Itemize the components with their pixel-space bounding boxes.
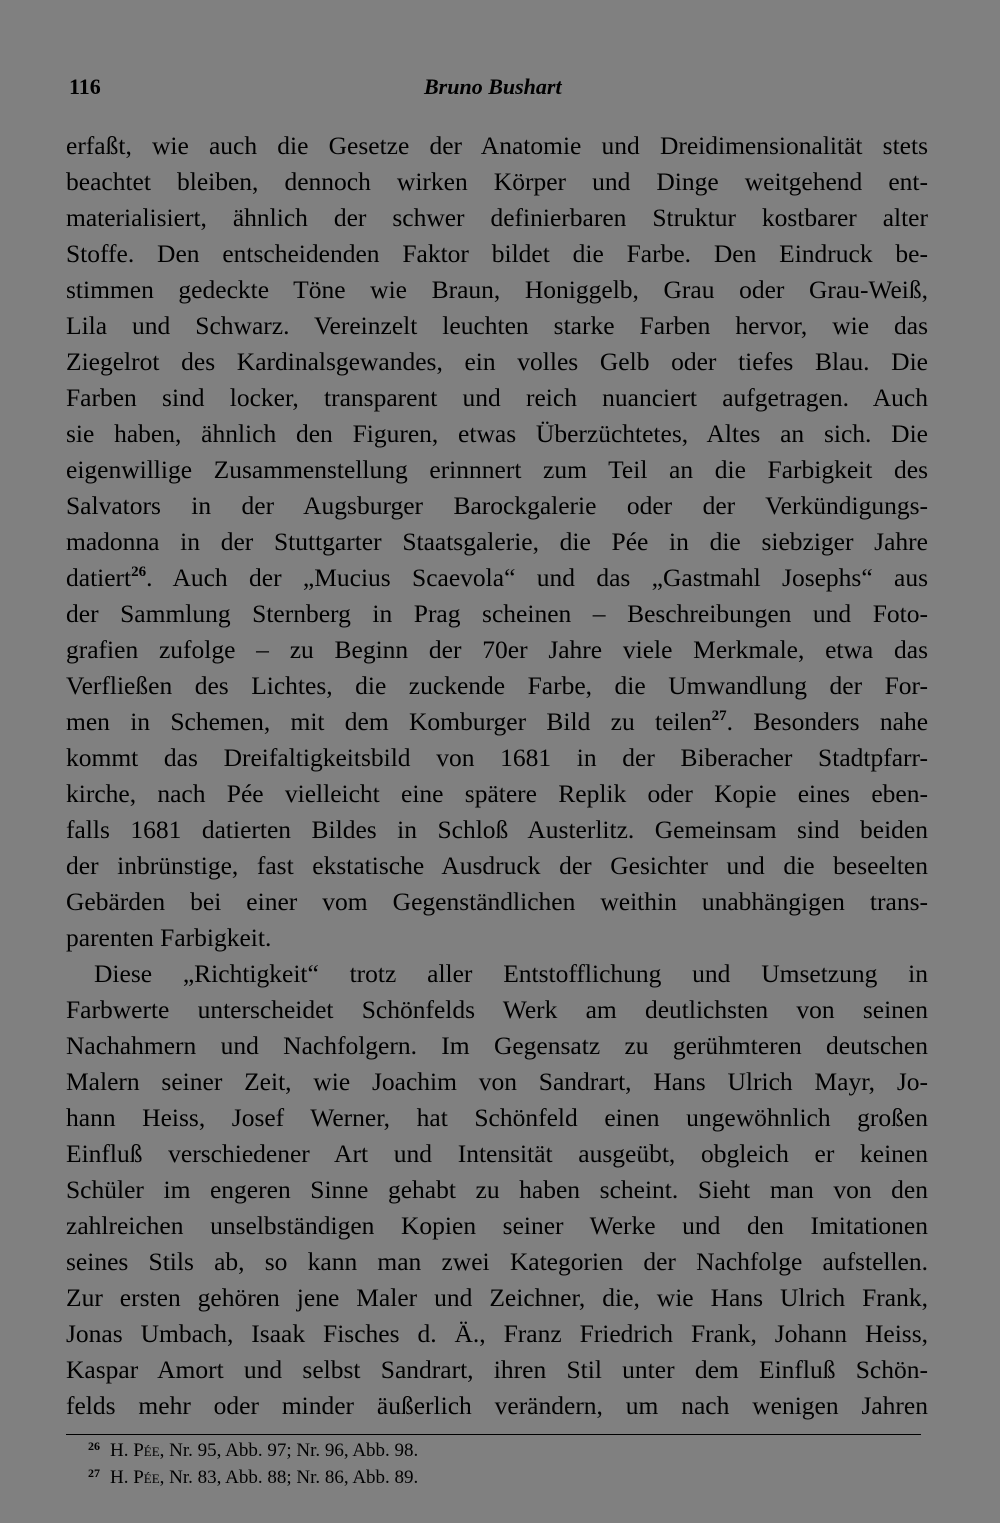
- text-segment: datiert: [66, 563, 132, 592]
- text-segment: Diese „Richtigkeit“ trotz aller Entstofflichung und Umsetzung in: [94, 959, 928, 988]
- text-line: [66, 236, 928, 272]
- text-line: [66, 1064, 928, 1100]
- text-line: [66, 272, 928, 308]
- text-segment: falls 1681 datierten Bildes in Schloß Austerlitz. Gemeinsam sind beiden: [66, 815, 928, 844]
- footnote-author: H. Pée: [110, 1440, 160, 1461]
- text-line: [66, 1100, 928, 1136]
- text-line: [66, 1244, 928, 1280]
- running-head: Bruno Bushart: [424, 74, 562, 99]
- text-line: [66, 308, 928, 344]
- text-line: [66, 524, 928, 560]
- text-line: [66, 776, 928, 812]
- text-line: [66, 1136, 928, 1172]
- text-line: [66, 920, 928, 956]
- text-line: [66, 632, 928, 668]
- text-segment: beachtet bleiben, dennoch wirken Körper und Dinge weitgehend ent-: [66, 167, 928, 196]
- text-line: [66, 740, 928, 776]
- text-segment: materialisiert, ähnlich der schwer definierbaren Struktur kostbarer alter: [66, 203, 928, 232]
- text-segment: madonna in der Stuttgarter Staatsgalerie, die Pée in die siebziger Jahre: [66, 527, 928, 556]
- text-segment: . Auch der „Mucius Scaevola“ und das „Gastmahl Josephs“ aus: [146, 563, 928, 592]
- text-line: [66, 596, 928, 632]
- footnote-reference: 26: [131, 564, 147, 580]
- text-line: [66, 200, 928, 236]
- text-segment: parenten Farbigkeit.: [66, 923, 272, 952]
- text-line: [66, 488, 928, 524]
- footnote-reference: 27: [711, 708, 727, 724]
- text-segment: Salvators in der Augsburger Barockgalerie oder der Verkündigungs-: [66, 491, 928, 520]
- text-line: [66, 1208, 928, 1244]
- text-line: [66, 1388, 928, 1424]
- text-segment: Schüler im engeren Sinne gehabt zu haben scheint. Sieht man von den: [66, 1175, 928, 1204]
- footnote: [88, 1464, 418, 1491]
- footnote-rule: [66, 1434, 921, 1435]
- text-segment: Ziegelrot des Kardinalsgewandes, ein volles Gelb oder tiefes Blau. Die: [66, 347, 928, 376]
- text-line: [66, 1352, 928, 1388]
- text-line: [66, 164, 928, 200]
- page-number: 116: [69, 74, 101, 99]
- text-segment: der Sammlung Sternberg in Prag scheinen – Beschreibungen und Foto-: [66, 599, 928, 628]
- text-segment: grafien zufolge – zu Beginn der 70er Jahre viele Merkmale, etwa das: [66, 635, 928, 664]
- text-segment: kommt das Dreifaltigkeitsbild von 1681 in der Biberacher Stadtpfarr-: [66, 743, 928, 772]
- text-segment: hann Heiss, Josef Werner, hat Schönfeld einen ungewöhnlich großen: [66, 1103, 928, 1132]
- text-segment: Lila und Schwarz. Vereinzelt leuchten starke Farben hervor, wie das: [66, 311, 928, 340]
- text-line: [66, 128, 928, 164]
- footnote-citation: , Nr. 83, Abb. 88; Nr. 86, Abb. 89.: [159, 1467, 419, 1488]
- text-line: [66, 344, 928, 380]
- text-line: [66, 668, 928, 704]
- text-segment: zahlreichen unselbständigen Kopien seiner Werke und den Imitationen: [66, 1211, 928, 1240]
- text-line: [66, 416, 928, 452]
- text-line: [66, 992, 928, 1028]
- text-line: [66, 704, 928, 740]
- text-segment: kirche, nach Pée vielleicht eine spätere Replik oder Kopie eines eben-: [66, 779, 928, 808]
- text-segment: felds mehr oder minder äußerlich verändern, um nach wenigen Jahren: [66, 1391, 928, 1420]
- text-segment: Zur ersten gehören jene Maler und Zeichner, die, wie Hans Ulrich Frank,: [66, 1283, 928, 1312]
- text-segment: eigenwillige Zusammenstellung erinnnert zum Teil an die Farbigkeit des: [66, 455, 928, 484]
- page-header: [66, 74, 928, 108]
- text-line: [66, 452, 928, 488]
- text-segment: erfaßt, wie auch die Gesetze der Anatomie und Dreidimensionalität stets: [66, 131, 928, 160]
- text-segment: . Besonders nahe: [726, 707, 929, 736]
- footnote-mark: 26: [88, 1439, 100, 1453]
- text-line: [66, 1172, 928, 1208]
- footnotes: [88, 1437, 418, 1491]
- text-line: [66, 1028, 928, 1064]
- body-text: [66, 128, 928, 1424]
- book-page: [66, 0, 928, 1523]
- text-segment: Stoffe. Den entscheidenden Faktor bildet die Farbe. Den Eindruck be-: [66, 239, 928, 268]
- text-segment: sie haben, ähnlich den Figuren, etwas Überzüchtetes, Altes an sich. Die: [66, 419, 928, 448]
- footnote-mark: 27: [88, 1466, 100, 1480]
- text-line: [66, 380, 928, 416]
- text-line: [66, 1280, 928, 1316]
- footnote-citation: , Nr. 95, Abb. 97; Nr. 96, Abb. 98.: [159, 1440, 419, 1461]
- text-segment: Einfluß verschiedener Art und Intensität ausgeübt, obgleich er keinen: [66, 1139, 928, 1168]
- text-line: [66, 848, 928, 884]
- text-line: [66, 560, 928, 596]
- text-segment: Verfließen des Lichtes, die zuckende Farbe, die Umwandlung der For-: [66, 671, 928, 700]
- text-segment: men in Schemen, mit dem Komburger Bild zu teilen: [66, 707, 712, 736]
- footnote-author: H. Pée: [110, 1467, 160, 1488]
- text-segment: Farben sind locker, transparent und reich nuanciert aufgetragen. Auch: [66, 383, 928, 412]
- text-line: [66, 884, 928, 920]
- text-line: [66, 956, 928, 992]
- text-segment: der inbrünstige, fast ekstatische Ausdruck der Gesichter und die beseelten: [66, 851, 928, 880]
- text-line: [66, 1316, 928, 1352]
- text-segment: seines Stils ab, so kann man zwei Kategorien der Nachfolge aufstellen.: [66, 1247, 928, 1276]
- text-line: [66, 812, 928, 848]
- text-segment: Malern seiner Zeit, wie Joachim von Sandrart, Hans Ulrich Mayr, Jo-: [66, 1067, 928, 1096]
- text-segment: Farbwerte unterscheidet Schönfelds Werk am deutlichsten von seinen: [66, 995, 928, 1024]
- text-segment: Kaspar Amort und selbst Sandrart, ihren Stil unter dem Einfluß Schön-: [66, 1355, 928, 1384]
- text-segment: Jonas Umbach, Isaak Fisches d. Ä., Franz Friedrich Frank, Johann Heiss,: [66, 1319, 928, 1348]
- text-segment: stimmen gedeckte Töne wie Braun, Honiggelb, Grau oder Grau-Weiß,: [66, 275, 928, 304]
- text-segment: Nachahmern und Nachfolgern. Im Gegensatz zu gerühmteren deutschen: [66, 1031, 928, 1060]
- footnote: [88, 1437, 418, 1464]
- text-segment: Gebärden bei einer vom Gegenständlichen weithin unabhängigen trans-: [66, 887, 928, 916]
